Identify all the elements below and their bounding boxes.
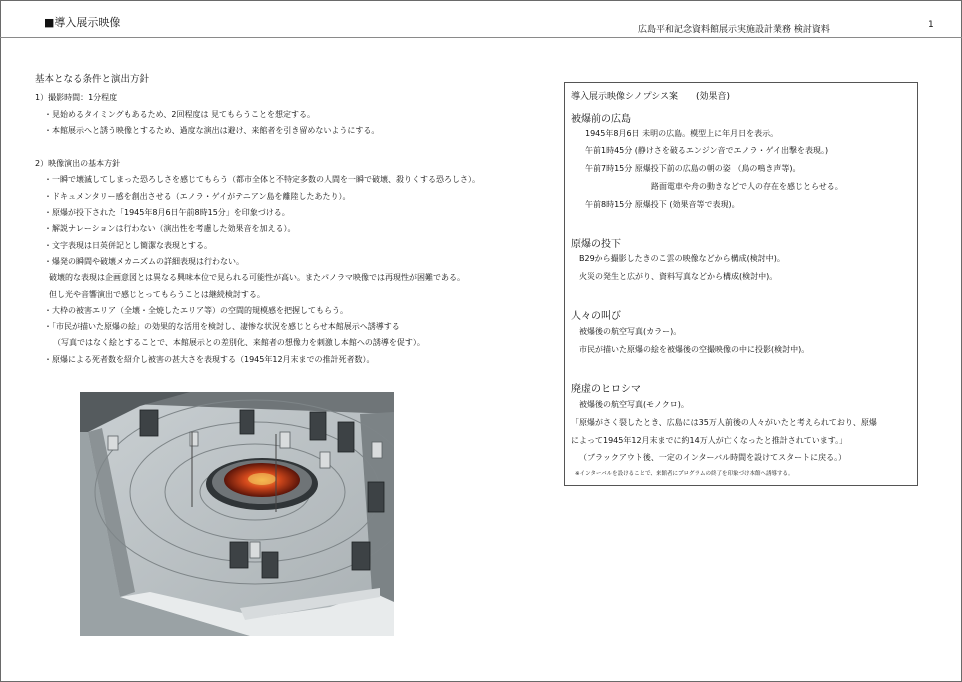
synopsis-title: 導入展示映像シノプシス案 (効果音) <box>571 92 731 102</box>
synopsis-row: によって1945年12月末までに約14万人が亡くなったと推計されています。」 <box>571 436 848 445</box>
list-item: ・本館展示へと誘う映像とするため、過度な演出は避け、来館者を引き留めないようにする。 <box>44 125 380 135</box>
page-number: 1 <box>928 20 934 30</box>
section-title: 1）撮影時間：1分程度 <box>35 93 118 103</box>
synopsis-row: 「原爆がさく裂したとき、広島には35万人前後の人々がいたと考えられており、原爆 <box>571 418 877 427</box>
list-item: ・原爆が投下された「1945年8月6日午前8時15分」を印象づける。 <box>44 208 290 218</box>
synopsis-row: 午前7時15分 原爆投下前の広島の朝の姿 （鳥の鳴き声等)。 <box>585 164 801 173</box>
exhibition-rendering <box>80 392 394 636</box>
list-item: ・文字表現は日英併記とし簡潔な表現とする。 <box>44 240 212 250</box>
document-subtitle: 広島平和記念資料館展示実施設計業務 検討資料 <box>638 25 830 35</box>
list-item: ・「市民が描いた原爆の絵」の効果的な活用を検討し、凄惨な状況を感じとらせ本館展示へ誘導する <box>44 322 400 332</box>
synopsis-section-heading: 被爆前の広島 <box>571 114 631 125</box>
list-item: ・見始めるタイミングもあるため、2回程度は 見てもらうことを想定する。 <box>44 109 315 119</box>
synopsis-row: 被爆後の航空写真(モノクロ)。 <box>579 400 689 409</box>
list-item: ・一瞬で壊滅してしまった恐ろしさを感じてもらう（都市全体と不特定多数の人間を一瞬で破壊、殺りくする恐ろしさ）。 <box>44 175 480 185</box>
list-item: ・大枠の被害エリア（全壊・全焼したエリア等）の空間的規模感を把握してもらう。 <box>44 305 348 315</box>
synopsis-row: 路面電車や舟の動きなどで人の存在を感じとらせる。 <box>651 182 843 191</box>
conditions-section <box>35 72 555 368</box>
synopsis-row: 午前1時45分 (静けさを破るエンジン音でエノラ・ゲイ出撃を表現。) <box>585 146 829 155</box>
synopsis-row: B29から撮影したきのこ雲の映像などから構成(検討中)。 <box>579 254 785 263</box>
list-item: ・原爆による死者数を紹介し被害の甚大さを表現する（1945年12月末までの推計死者数）。 <box>44 354 375 364</box>
list-item-continuation: （写真ではなく絵とすることで、本館展示との差別化、来館者の想像力を刺激し本館への誘導を促す）。 <box>53 338 425 348</box>
synopsis-row: 1945年8月6日 未明の広島。模型上に年月日を表示。 <box>585 129 779 138</box>
list-item-continuation: 破壊的な表現は企画意図とは異なる興味本位で見られる可能性が高い。またパノラマ映像では再現性が困難である。 <box>49 273 465 283</box>
header-rule <box>0 37 962 38</box>
list-item: ・爆発の瞬間や破壊メカニズムの詳細表現は行わない。 <box>44 256 244 266</box>
synopsis-row: （ブラックアウト後、一定のインターバル時間を設けてスタートに戻る。） <box>579 453 847 462</box>
synopsis-section-heading: 人々の叫び <box>571 311 621 322</box>
list-item: ・ドキュメンタリー感を創出させる（エノラ・ゲイがテニアン島を離陸したあたり）。 <box>44 191 351 201</box>
section-title: 2）映像演出の基本方針 <box>35 159 121 169</box>
synopsis-section-heading: 原爆の投下 <box>571 239 621 250</box>
list-item: ・解説ナレーションは行わない（演出性を考慮した効果音を加える）。 <box>44 224 296 234</box>
synopsis-note: ※インターバルを設けることで、来館者にプログラムの終了を印象づけ本館へ誘導する。 <box>575 471 794 477</box>
list-item-continuation: 但し光や音響演出で感じとってもらうことは継続検討する。 <box>49 289 265 299</box>
page-title: ■導入展示映像 <box>44 16 121 29</box>
conditions-heading: 基本となる条件と演出方針 <box>35 74 150 85</box>
synopsis-row: 市民が描いた原爆の絵を被爆後の空撮映像の中に投影(検討中)。 <box>579 345 810 354</box>
synopsis-row: 火災の発生と広がり、資料写真などから構成(検討中)。 <box>579 272 778 281</box>
synopsis-row: 午前8時15分 原爆投下 (効果音等で表現)。 <box>585 200 740 209</box>
synopsis-row: 被爆後の航空写真(カラー)。 <box>579 327 682 336</box>
synopsis-panel <box>564 82 918 486</box>
synopsis-section-heading: 廃虚のヒロシマ <box>571 384 641 395</box>
